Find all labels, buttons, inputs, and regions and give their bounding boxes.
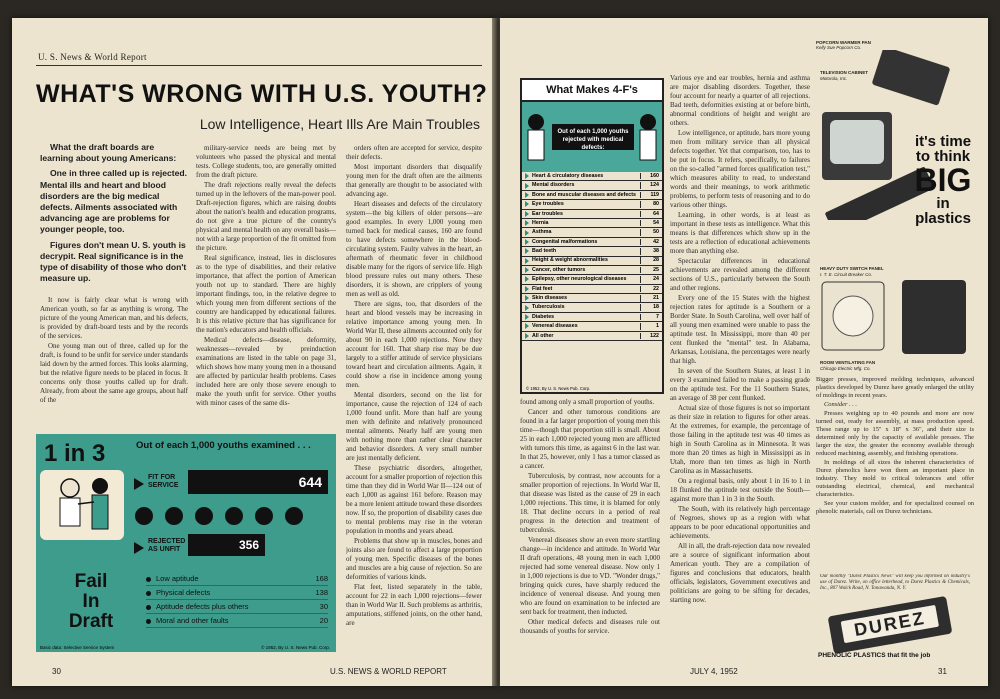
slogan-line: plastics <box>915 210 971 227</box>
row-label: Flat feet <box>522 286 552 293</box>
row-value: 24 <box>640 276 659 283</box>
row-label: Hernia <box>522 220 549 227</box>
fit-value: 644 <box>298 474 322 490</box>
row-value: 119 <box>640 192 659 199</box>
body-paragraph: Most important disorders that disqualify young men for the draft often are the ailments that generally are thought to be associated with advancing age. <box>346 163 482 198</box>
body-paragraph: Every one of the 15 States with the highest rejection rates for aptitude is a Southern or a Border State. In South Carolina, well over half of all young men examined were unable to pass the aptitude test. In Mississippi, more than 40 per cent flunked the "mental" test. In Alabama, Arkansas, Louisiana, the percentages were nearly that high. <box>670 294 810 365</box>
slogan-line: in <box>936 195 950 212</box>
fit-bar <box>188 470 328 494</box>
ad-caption: Kelly Sue Popcorn Co. <box>816 45 862 50</box>
table-row <box>522 294 662 303</box>
row-label: Heart & circulatory diseases <box>522 173 603 180</box>
row-label: Diabetes <box>522 314 554 321</box>
row-value: 50 <box>640 229 659 236</box>
ad-paragraph: In moldings of all sizes the inherent characteristics of Durez phenolics have won them an important place in industry. They mold to critical tolerances and offer outstanding electrical, chemical, and mechanical characteristics. <box>816 459 974 498</box>
youth-figures <box>134 504 326 528</box>
table-row <box>522 313 662 322</box>
bullet-icon <box>146 577 151 582</box>
rejection-breakdown <box>146 572 328 628</box>
right-page <box>500 18 988 686</box>
table-row <box>522 332 662 341</box>
row-label: Epilepsy, other neurological diseases <box>522 276 626 283</box>
row-label: Height & weight abnormalities <box>522 257 608 264</box>
body-paragraph: Real significance, instead, lies in disclosures as to the type of disabilities, and their relative importance, that affect the portion of American youth not up to standard. There are highly important findings, too, in the relative degree to which young men from different sections of the country are handicapped by educational failures. It is this relative picture that has significance for the nation's educators and health officials. <box>196 254 336 334</box>
row-label: Skin diseases <box>522 295 567 302</box>
row-value: 42 <box>640 239 659 246</box>
bullet-icon <box>146 591 151 596</box>
body-paragraph: It now is fairly clear what is wrong with American youth, so far as anything is wrong. The picture of the young American man, and his defects, is provided by draft-board tests and by the records of the services. <box>40 296 188 340</box>
body-column-4 <box>520 398 660 656</box>
table-row <box>522 238 662 247</box>
row-label: Low aptitude <box>156 574 199 583</box>
ad-fine-print: Our monthly "Durez Plastics News" will keep you informed on industry's use of Durez. Write, on office letterhead, to Durez Plastics & Chemicals, Inc., 807 Walck Road, N. Tonawanda, N. Y. <box>820 574 970 591</box>
body-paragraph: These psychiatric disorders, altogether, account for a smaller proportion of rejection this time than they did in World War II—124 out of each 1,000 as against 161 before. Reason may be a more lenient attitude toward these disorders now. If so, the proportion of disability cases due to mental problems may rise in the veteran population in months and years ahead. <box>346 464 482 535</box>
durez-advertisement <box>816 40 978 666</box>
title-word: Draft <box>68 611 114 632</box>
ad-caption: Chicago Electric Mfg. Co. <box>820 366 871 371</box>
body-paragraph: found among only a small proportion of youths. <box>520 398 655 406</box>
ad-paragraph: See your custom molder, and for specialized counsel on phenolic materials, call on Durez technicians. <box>816 500 974 515</box>
table-row <box>522 210 662 219</box>
slogan-line: to think <box>915 148 971 165</box>
row-label: Ear troubles <box>522 211 563 218</box>
breakdown-row <box>146 614 328 628</box>
row-label: Moral and other faults <box>156 616 229 625</box>
body-paragraph: orders often are accepted for service, despite their defects. <box>346 144 482 161</box>
body-paragraph: military-service needs are being met by volunteers who passed the physical and mental tests. College students, too, are generally omitted from the draft picture. <box>196 144 336 179</box>
row-label: Congenital malformations <box>522 239 597 246</box>
row-value: 18 <box>640 304 659 311</box>
row-value: 54 <box>640 220 659 227</box>
row-value: 168 <box>315 574 328 583</box>
ad-caption: ROOM VENTILATING FAN <box>820 360 876 365</box>
body-column-2 <box>196 144 336 430</box>
header-rule <box>36 65 482 66</box>
table-subtitle: Out of each 1,000 youths rejected with medical defects: <box>552 124 634 150</box>
ad-caption: Motorola, Inc. <box>820 76 848 81</box>
draft-infographic <box>36 434 336 652</box>
table-row <box>522 285 662 294</box>
body-paragraph: Flat feet, listed separately in the table, account for 22 in each 1,000 rejections—fewer than in World War II. Such problems as arthritis, amputations, stiffened joints, on the other hand, are <box>346 583 482 627</box>
body-paragraph: Medical defects—disease, deformity, weaknesses—revealed by preinduction examinations are listed in the table on page 31, which shows how many young men in a thousand are affected by particular health problems. Cases included here are only those severe enough to make the youth unfit for service. Other youths with minor cases of the same dis- <box>196 336 336 407</box>
body-paragraph: Actual size of those figures is not so important as their size in relation to figures for other areas. At the extremes, for example, the percentage of those failing in the aptitude test was 40 times as high in South Carolina as in Minnesota. It was more than 20 times as high in Mississippi as in Utah, more than ten times as high in North Carolina as in Massachusetts. <box>670 404 810 475</box>
table-row <box>522 247 662 256</box>
body-paragraph: Venereal diseases show an even more startling change—in incidence and attitude. In World War II draft operations, 48 young men in each 1,000 rejected had some venereal disease. Now only 1 in 1,000 rejections is due to VD. "Wonder drugs," bringing quick cures, have sharply reduced the incidence of venereal disease. And young men who are found on examination to be infected are sent back for treatment, then inducted. <box>520 536 660 616</box>
magazine-footer: U.S. NEWS & WORLD REPORT <box>330 667 447 676</box>
row-value: 20 <box>319 616 328 625</box>
body-paragraph: Various eye and ear troubles, hernia and asthma are major disabling disorders. Together, these four account for nearly a quarter of all rejections. Bad teeth, deformities existing at or before birth, abnormal conditions of height and weight are others. <box>670 74 810 127</box>
row-label: Cancer, other tumors <box>522 267 585 274</box>
bullet-icon <box>146 605 151 610</box>
body-paragraph: In seven of the Southern States, at least 1 in every 3 examined failed to make a passing grade on the aptitude test. For the 11 Southern States, an average of 38 per cent flunked. <box>670 367 810 402</box>
headline: WHAT'S WRONG WITH U.S. YOUTH? <box>36 80 488 108</box>
subheadline: Low Intelligence, Heart Ills Are Main Troubles <box>199 116 480 132</box>
infographic-header: Out of each 1,000 youths examined . . . <box>136 440 311 451</box>
medical-defects-table <box>520 78 664 394</box>
table-illustration <box>522 102 662 172</box>
fail-in-draft-title <box>56 572 126 632</box>
body-paragraph: Problems that show up in muscles, bones and joints also are found to affect a large proportion of young men. Specific diseases of the bones and muscles are a big cause of rejection. So are deformities of various kinds. <box>346 537 482 581</box>
infographic-credit: Basic data: Selective Service System <box>40 645 115 650</box>
breakdown-row <box>146 600 328 614</box>
page-number: 30 <box>52 667 61 676</box>
row-label: Tuberculosis <box>522 304 565 311</box>
lede-paragraph: Figures don't mean U. S. youth is decrypit. Real significance is in the type of disability of those who don't measure up. <box>40 239 187 284</box>
body-column-3 <box>346 144 482 664</box>
fit-arrow-icon <box>134 478 144 490</box>
row-value: 160 <box>640 173 659 180</box>
page-number: 31 <box>938 667 947 676</box>
body-paragraph: Spectacular differences in educational achievements are revealed among the different sections of U.S., particularly between the South and other regions. <box>670 257 810 292</box>
rejected-bar <box>188 534 265 556</box>
body-paragraph: The draft rejections really reveal the defects turned up in the leftovers of the man-power pool. Draft-rejection figures, which are raising doubts about the nation's health and education programs, do not give a true picture of the country's physical and mental health on any overall basis—not with a large proportion of the fit omitted from the picture. <box>196 181 336 252</box>
ad-slogan <box>908 134 978 226</box>
body-paragraph: Learning, in other words, is at least as important in these tests as intelligence. What this means is that differences which show up in the tests are a reflection of educational achievements more than anything else. <box>670 211 810 255</box>
ad-paragraph: Presses weighing up to 40 pounds and more are now turned out, ready for assembly, at mass production speed. These range up to 15" x 18" x 36", and their size is determined only by the capacity of available presses. The larger the size, the greater the economy available through reduced machining, assembly, and finishing operations. <box>816 410 974 457</box>
left-page <box>12 18 496 686</box>
body-paragraph: All in all, the draft-rejection data now revealed are a source of significant information about American youth. They are a compilation of figures and conclusions that educators, health officials, legislators, Government executives and politicians are going to be sifting for decades, starting now. <box>670 542 810 604</box>
examination-icon <box>40 470 124 540</box>
table-title: What Makes 4-F's <box>522 80 662 102</box>
body-paragraph: There are signs, too, that disorders of the heart and blood vessels may be increasing in relative importance among young men. In World War II, these ailments accounted only for about 90 in each 1,000 rejections. Now they account for 160. That sharp rise may be due largely to a stiffer attitude of service physicians toward heart and circulation ailments. Again, it could show a rise in incidence among young men. <box>346 300 482 389</box>
rejected-arrow-icon <box>134 542 144 554</box>
ad-tagline: PHENOLIC PLASTICS that fit the job <box>818 652 931 659</box>
ad-body <box>816 376 974 570</box>
row-value: 38 <box>640 248 659 255</box>
body-paragraph: Other medical defects and diseases rule out thousands of youths for service. <box>520 618 660 635</box>
body-paragraph: Tuberculosis, by contrast, now accounts for a smaller proportion of rejections. In World War II, that disease was listed as the cause of 29 in each 1,000 rejections. This time, it is blamed for only 18. That decline occurs in a period of real progress in the detection and treatment of tuberculosis. <box>520 472 660 534</box>
title-word: Fail <box>74 571 108 592</box>
table-row <box>522 322 662 331</box>
ad-caption: POPCORN WARMER PAN <box>816 40 871 45</box>
body-paragraph: Low intelligence, or aptitude, bars more young men from military service than all physical defects together. Yet that comparison, too, has to be put in focus. It refers, specifically, to failures on the so-called "armed forces qualification test," which measures ability to read, to understand words and their meanings, to work arithmetic problems, to perform tests of reasoning and to do various other things. <box>670 129 810 209</box>
table-row <box>522 257 662 266</box>
table-row <box>522 303 662 312</box>
bullet-icon <box>146 619 151 624</box>
body-paragraph: On a regional basis, only about 1 in 16 to 1 in 18 flunked the aptitude test outside the South—against more than 1 in 3 in the South. <box>670 477 810 503</box>
durez-logo <box>828 596 953 654</box>
issue-date: JULY 4, 1952 <box>690 667 738 676</box>
row-value: 1 <box>640 323 659 330</box>
row-value: 124 <box>640 182 659 189</box>
row-value: 122 <box>640 333 659 340</box>
breakdown-row <box>146 572 328 586</box>
row-value: 7 <box>640 314 659 321</box>
lede-paragraph: One in three called up is rejected. Mental ills and heart and blood disorders are the big medical defects. Ailments associated with advancing age are problems for younger people, too. <box>40 168 188 235</box>
lede <box>40 142 188 288</box>
fan-and-panel-icon <box>816 278 976 358</box>
slogan-line: BIG <box>914 162 972 198</box>
body-paragraph: One young man out of three, called up for the draft, is found to be unfit for service under standards laid down by the armed forces. This looks alarming, but the relative figure needs to be placed in focus. It concerns only those youths called up for draft. Already, from about the same age groups, about half of the <box>40 342 188 404</box>
ad-caption: I. T. E. Circuit Breaker Co. <box>820 272 873 277</box>
fit-label: FIT FOR SERVICE <box>148 474 179 489</box>
body-column-5 <box>670 74 810 656</box>
row-label: Bone and muscular diseases and defects <box>522 192 636 199</box>
body-paragraph: The South, with its relatively high percentage of Negroes, shows up as a region with what appears to be poor educational opportunities and achievements. <box>670 505 810 540</box>
person-icons <box>134 504 326 528</box>
ad-caption: HEAVY DUTY SWITCH PANEL <box>820 266 884 271</box>
row-label: Physical defects <box>156 588 211 597</box>
breakdown-row <box>146 586 328 600</box>
ad-paragraph: Bigger presses, improved molding techniques, advanced plastics developed by Durez have greatly enlarged the utility of moldings in recent years. <box>816 376 974 399</box>
lede-paragraph: What the draft boards are learning about young Americans: <box>40 142 177 164</box>
doctor-illustration <box>40 470 124 540</box>
body-column-1 <box>40 296 188 428</box>
body-paragraph: Heart diseases and defects of the circulatory system—the big killers of older persons—are good examples. In every 1,000 young men turned back for medical causes, 160 are found to have defects somewhere in the blood-circulating system. Faulty valves in the heart, an aftermath of rheumatic fever in childhood disable many for the rigors of service life. High blood pressure rules out many others. These disorders, it is shown, are cripplers of young men as well as old. <box>346 200 482 298</box>
row-value: 138 <box>315 588 328 597</box>
table-row <box>522 266 662 275</box>
row-value: 22 <box>640 286 659 293</box>
row-label: Eye troubles <box>522 201 564 208</box>
row-label: Venereal diseases <box>522 323 578 330</box>
row-value: 28 <box>640 257 659 264</box>
slogan-line: it's time <box>914 133 972 150</box>
rejected-value: 356 <box>238 538 259 552</box>
table-row <box>522 172 662 181</box>
table-body <box>522 172 662 341</box>
title-word: In <box>82 591 100 612</box>
ad-paragraph: Consider . . . <box>824 401 858 408</box>
table-row <box>522 275 662 284</box>
ad-caption: TELEVISION CABINET <box>820 70 869 75</box>
body-paragraph: Cancer and other tumorous conditions are found in a far larger proportion of young men this time—though that proportion still is small. About 25 in each 1,000 rejected young men are afflicted with tumors this time, as against 6 in the last war. In that 25, however, only 1 has a tumor classed as a cancer. <box>520 408 660 470</box>
running-head: U. S. News & World Report <box>38 52 147 62</box>
row-value: 21 <box>640 295 659 302</box>
row-label: Asthma <box>522 229 551 236</box>
row-label: Bad teeth <box>522 248 556 255</box>
row-value: 30 <box>319 602 328 611</box>
infographic-copyright: © 1952, By U. S. News Pub. Corp. <box>261 645 330 650</box>
table-row <box>522 191 662 200</box>
table-row <box>522 219 662 228</box>
table-row <box>522 228 662 237</box>
table-row <box>522 200 662 209</box>
logo-text: DUREZ <box>841 605 939 643</box>
row-label: Mental disorders <box>522 182 574 189</box>
row-value: 80 <box>640 201 659 208</box>
body-paragraph: Mental disorders, second on the list for importance, cause the rejection of 124 of each 1,000 found unfit. More than half are young men with definite and relatively pronounced mental ailments. Nearly half are young men with nothing more than rather clear character and behavior disorders. A very small number are just mentally deficient. <box>346 391 482 462</box>
row-value: 64 <box>640 211 659 218</box>
infographic-title: 1 in 3 <box>44 440 106 467</box>
row-label: All other <box>522 333 553 340</box>
table-row <box>522 181 662 190</box>
row-label: Aptitude defects plus others <box>156 602 249 611</box>
table-credit: © 1952, By U. S. News Pub. Corp. <box>526 386 591 391</box>
rejected-label: REJECTED AS UNFIT <box>148 538 186 553</box>
row-value: 25 <box>640 267 659 274</box>
